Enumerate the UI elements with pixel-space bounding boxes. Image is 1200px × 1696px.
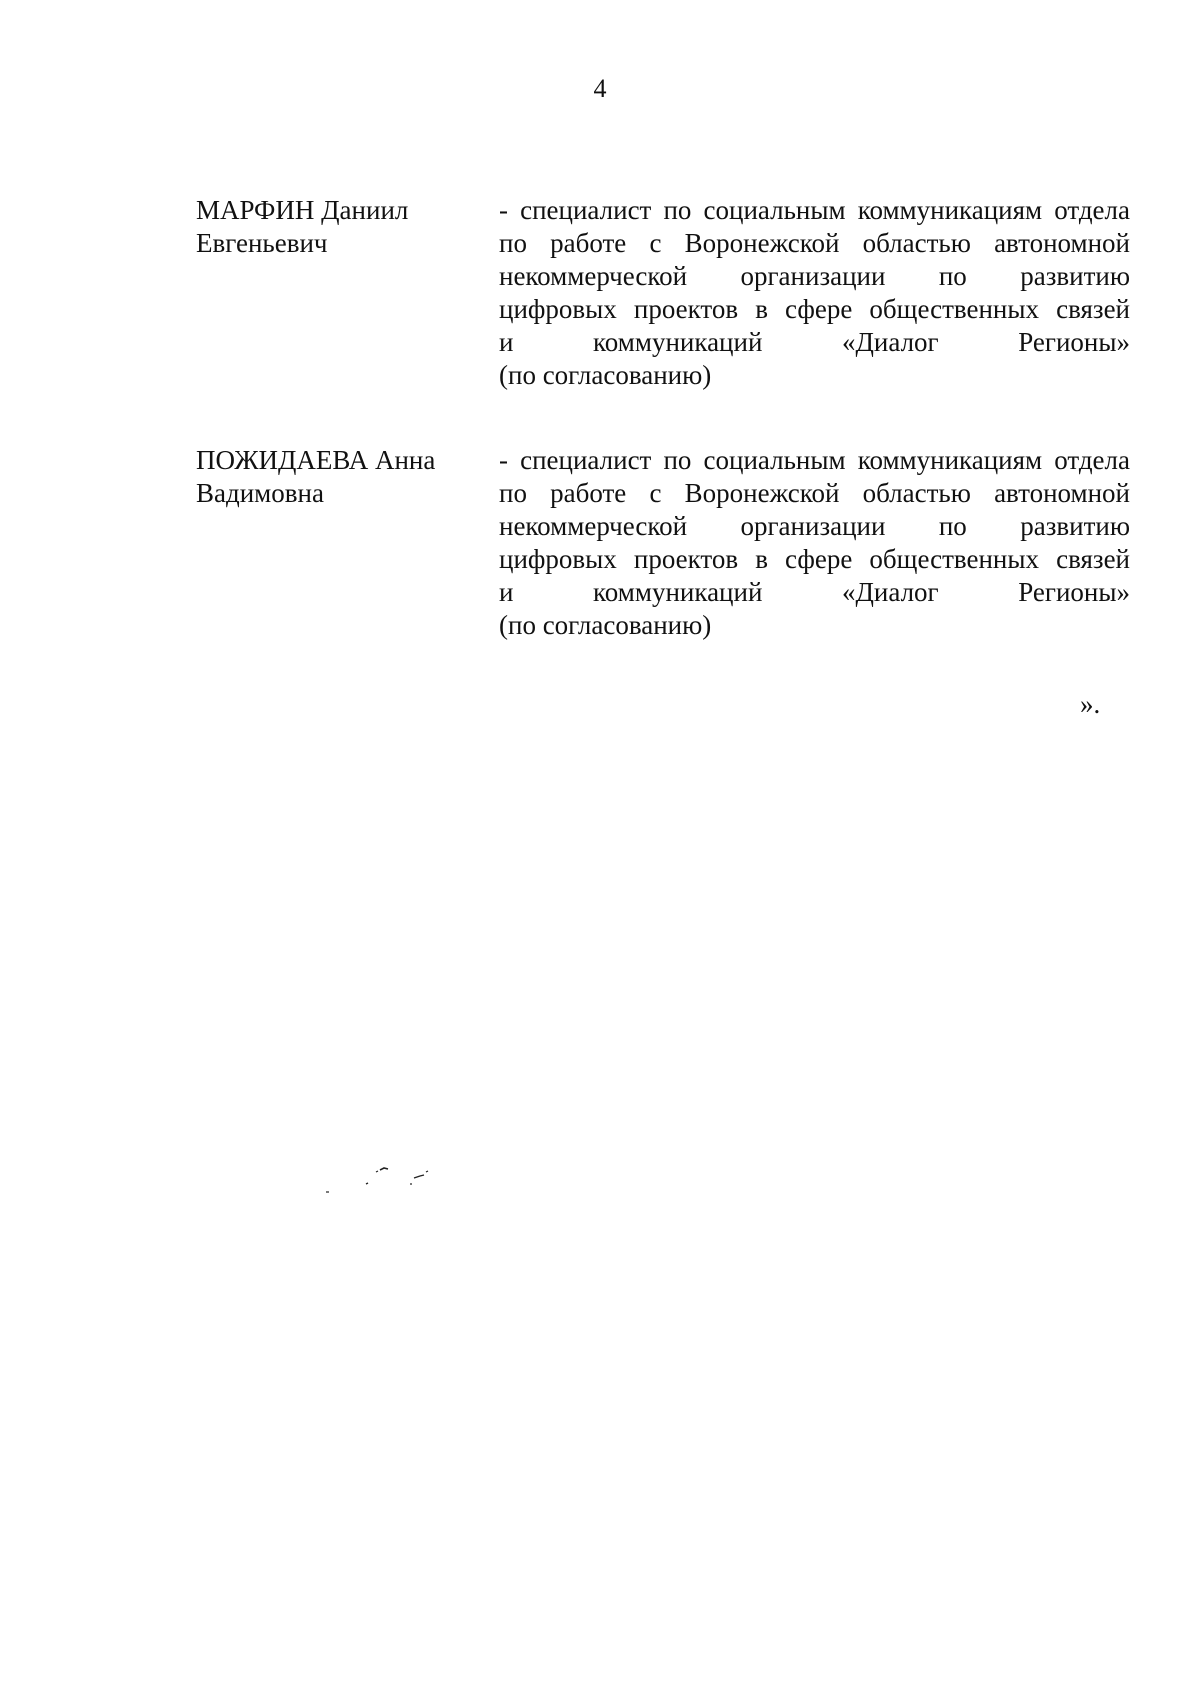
member-patronymic: Евгеньевич [196,228,328,258]
member-name [196,194,486,260]
member-surname-firstname: ПОЖИДАЕВА Анна [196,445,436,475]
closing-quote: ». [1080,689,1101,719]
member-name [196,444,486,510]
member-patronymic: Вадимовна [196,478,324,508]
position-line: (по согласованию) [499,360,712,390]
scan-artifact-marks [318,1158,448,1198]
member-position [499,194,1130,392]
position-line: - специалист по социальным коммуникациям отдела [499,445,1130,475]
position-line: цифровых проектов в сфере общественных связей [499,544,1130,574]
position-line: по работе с Воронежской областью автономной [499,478,1130,508]
position-line: и коммуникаций «Диалог Регионы» [499,577,1130,607]
position-line: цифровых проектов в сфере общественных связей [499,294,1130,324]
member-surname-firstname: МАРФИН Даниил [196,195,409,225]
page-number: 4 [593,74,607,103]
position-line: и коммуникаций «Диалог Регионы» [499,327,1130,357]
member-position [499,444,1130,642]
position-line: по работе с Воронежской областью автономной [499,228,1130,258]
position-line: некоммерческой организации по развитию [499,511,1130,541]
position-line: (по согласованию) [499,610,712,640]
position-line: - специалист по социальным коммуникациям отдела [499,195,1130,225]
position-line: некоммерческой организации по развитию [499,261,1130,291]
